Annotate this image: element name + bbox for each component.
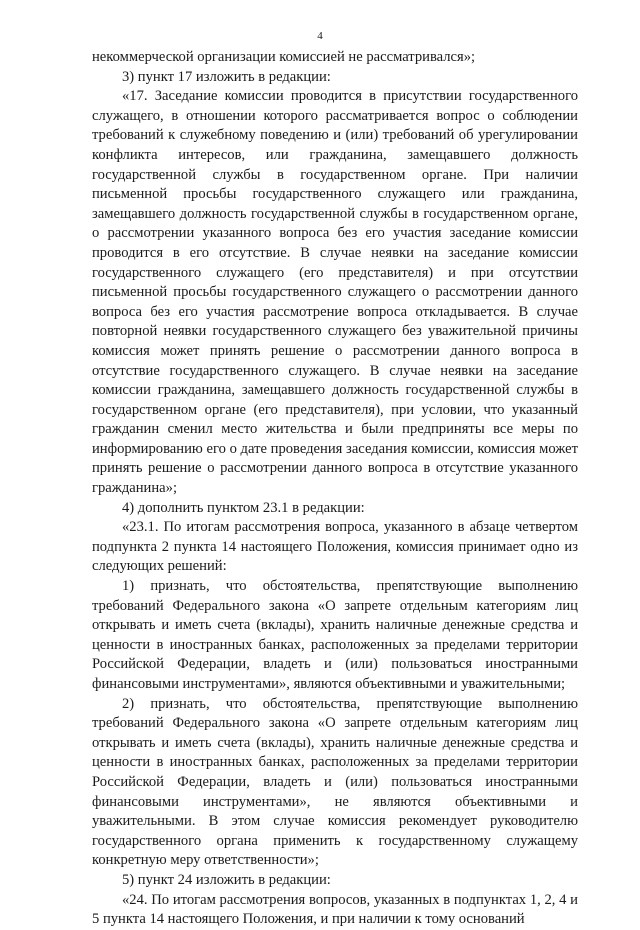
paragraph-item-4-heading: 4) дополнить пунктом 23.1 в редакции: xyxy=(122,499,365,516)
paragraph-item-3-heading: 3) пункт 17 изложить в редакции: xyxy=(122,68,331,85)
paragraph-clause-17: «17. Заседание комиссии проводится в присутствии государственного служащего, в отношении которого рассматривается вопрос о соблюдении требований к служебному поведению и (или) требований об урегулировании конфликта интересов, или гражданина, замещавшего должность государственной службы в государственном органе. При наличии письменной просьбы государственного служащего или гражданина, замещавшего должность государственной службы в государственном органе, о рассмотрении указанного вопроса без его участия заседание комиссии проводится в его отсутствие. В случае неявки на заседание комиссии государственного служащего (его представителя) и при отсутствии письменной просьбы государственного служащего о рассмотрении данного вопроса без его участия рассмотрение вопроса откладывается. В случае повторной неявки государственного служащего без уважительной причины комиссия может принять решение о рассмотрении данного вопроса в отсутствие государственного служащего. В случае неявки на заседание комиссии гражданина, замещавшего должность государственной службы в государственном органе (его представителя), при условии, что указанный гражданин сменил место жительства и были предприняты все меры по информированию его о дате проведения заседания комиссии, комиссия может принять решение о рассмотрении данного вопроса в отсутствие указанного гражданина»; xyxy=(92,88,578,497)
document-body xyxy=(92,48,578,930)
paragraph-item-5-heading: 5) пункт 24 изложить в редакции: xyxy=(122,871,331,888)
paragraph-clause-24: «24. По итогам рассмотрения вопросов, указанных в подпунктах 1, 2, 4 и 5 пункта 14 настоящего Положения, и при наличии к тому оснований xyxy=(92,891,578,928)
page-number: 4 xyxy=(317,30,323,42)
paragraph-clause-23-1: «23.1. По итогам рассмотрения вопроса, указанного в абзаце четвертом подпункта 2 пункта 14 настоящего Положения, комиссия принимает одно из следующих решений: xyxy=(92,519,578,575)
paragraph-continuation: некоммерческой организации комиссией не рассматривался»; xyxy=(92,49,476,65)
paragraph-decision-2: 2) признать, что обстоятельства, препятствующие выполнению требований Федерального закона «О запрете отдельным категориям лиц открывать и иметь счета (вклады), хранить наличные денежные средства и ценности в иностранных банках, расположенных за пределами территории Российской Федерации, владеть и (или) пользоваться иностранными финансовыми инструментами», не являются объективными и уважительными. В этом случае комиссия рекомендует руководителю государственного органа применить к государственному служащему конкретную меру ответственности»; xyxy=(92,695,578,869)
paragraph-decision-1: 1) признать, что обстоятельства, препятствующие выполнению требований Федерального закона «О запрете отдельным категориям лиц открывать и иметь счета (вклады), хранить наличные денежные средства и ценности в иностранных банках, расположенных за пределами территории Российской Федерации, владеть и (или) пользоваться иностранными финансовыми инструментами», являются объективными и уважительными; xyxy=(92,578,578,692)
